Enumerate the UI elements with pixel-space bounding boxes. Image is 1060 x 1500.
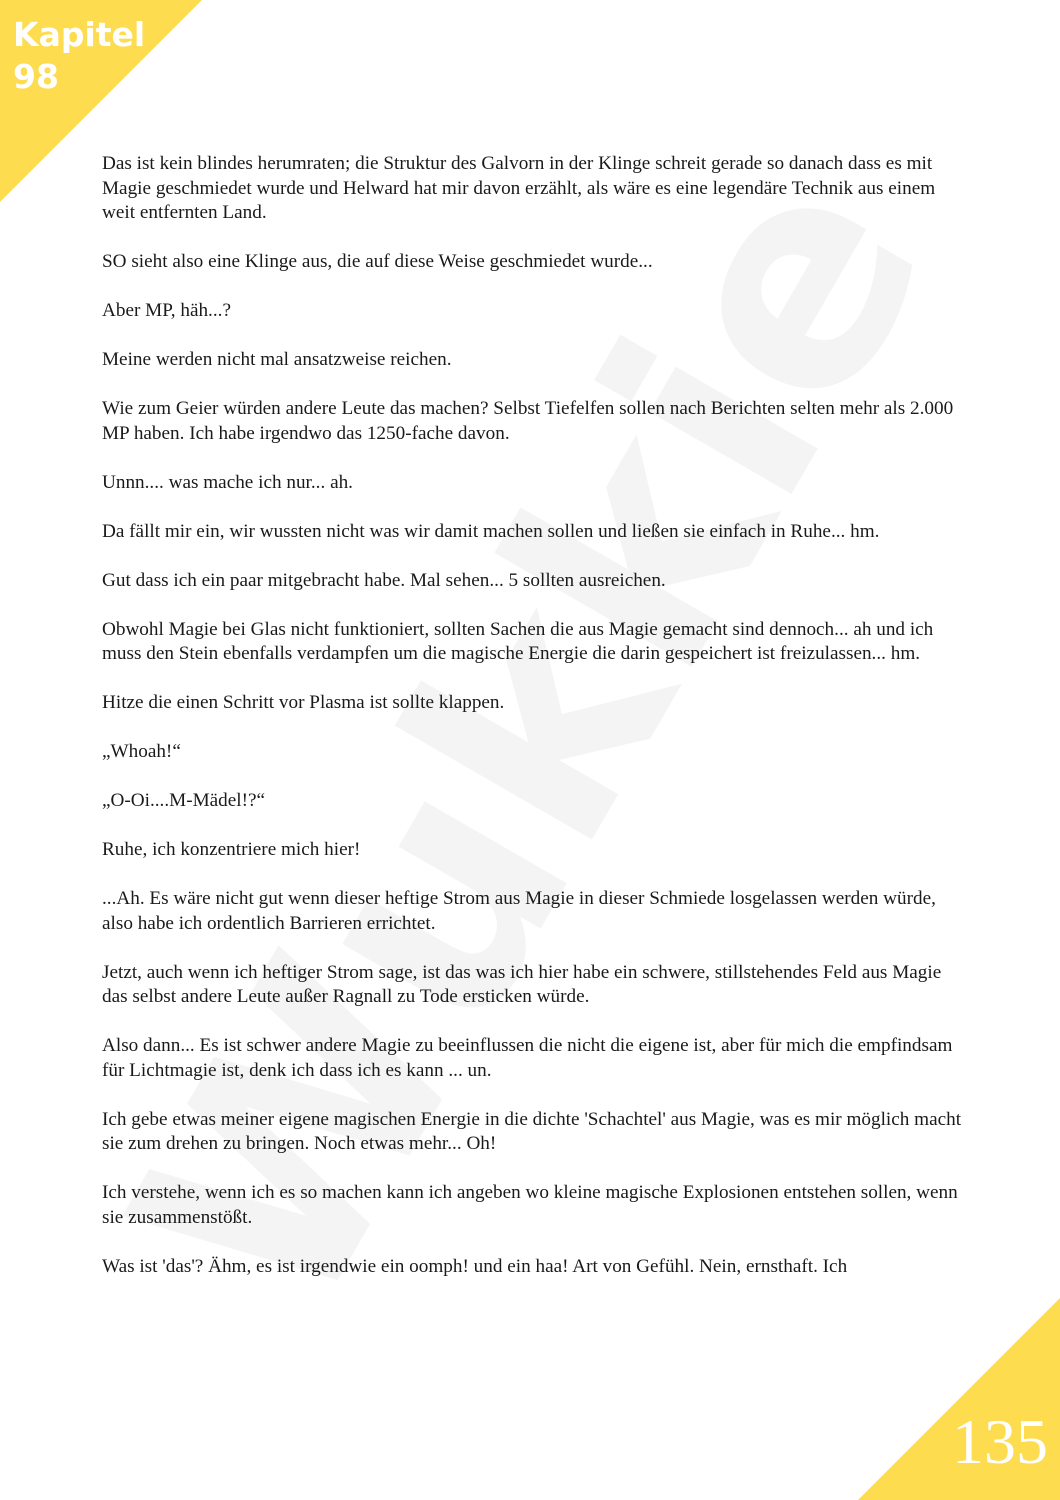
chapter-word: Kapitel: [13, 15, 146, 54]
paragraph: Da fällt mir ein, wir wussten nicht was wir damit machen sollen und ließen sie einfach in Ruhe... hm.: [102, 520, 880, 542]
paragraph: Ich verstehe, wenn ich es so machen kann ich angeben wo kleine magische Explosionen entstehen sollen, wenn sie zusammenstößt.: [102, 1182, 958, 1228]
paragraph: Aber MP, häh...?: [102, 300, 231, 321]
paragraph: Also dann... Es ist schwer andere Magie zu beeinflussen die nicht die eigene ist, aber für mich die empfindsam für Lichtmagie ist, denk ich dass ich es kann ... un.: [102, 1035, 953, 1081]
paragraph: Jetzt, auch wenn ich heftiger Strom sage, ist das was ich hier habe ein schwere, stillstehendes Feld aus Magie das selbst andere Leute außer Ragnall zu Tode ersticken würde.: [102, 961, 942, 1007]
chapter-number: 98: [13, 57, 59, 96]
paragraph: ...Ah. Es wäre nicht gut wenn dieser heftige Strom aus Magie in dieser Schmiede losgelassen werden würde, also habe ich ordentlich Barrieren errichtet.: [102, 888, 936, 934]
page-number: 135: [952, 1406, 1048, 1477]
paragraph: Hitze die einen Schritt vor Plasma ist sollte klappen.: [102, 692, 505, 713]
chapter-label: [13, 14, 145, 98]
paragraph: Meine werden nicht mal ansatzweise reichen.: [102, 349, 452, 370]
paragraph: „Whoah!“: [102, 741, 181, 762]
paragraph: Ruhe, ich konzentriere mich hier!: [102, 839, 361, 860]
paragraph: Gut dass ich ein paar mitgebracht habe. Mal sehen... 5 sollten ausreichen.: [102, 569, 666, 591]
paragraph: Wie zum Geier würden andere Leute das machen? Selbst Tiefelfen sollen nach Berichten selten mehr als 2.000 MP haben. Ich habe irgendwo das 1250-fache davon.: [102, 398, 954, 444]
paragraph: Unnn.... was mache ich nur... ah.: [102, 471, 353, 493]
paragraph: „O-Oi....M-Mädel!?“: [102, 790, 266, 811]
paragraph: Ich gebe etwas meiner eigene magischen Energie in die dichte 'Schachtel' aus Magie, was es mir möglich macht sie zum drehen zu bringen. Noch etwas mehr... Oh!: [102, 1108, 962, 1154]
paragraph: Das ist kein blindes herumraten; die Struktur des Galvorn in der Klinge schreit gerade so danach dass es mit Magie geschmiedet wurde und Helward hat mir davon erzählt, als wäre es eine legendäre Technik aus einem weit entfernten Land.: [102, 153, 936, 223]
paragraph: SO sieht also eine Klinge aus, die auf diese Weise geschmiedet wurde...: [102, 251, 653, 272]
paragraph: Obwohl Magie bei Glas nicht funktioniert, sollten Sachen die aus Magie gemacht sind dennoch... ah und ich muss den Stein ebenfalls verdampfen um die magische Energie die darin gespeichert ist freizulassen... hm.: [102, 618, 934, 664]
paragraph: Was ist 'das'? Ähm, es ist irgendwie ein oomph! und ein haa! Art von Gefühl. Nein, ernsthaft. Ich: [102, 1255, 848, 1277]
page-body: [102, 152, 964, 1304]
